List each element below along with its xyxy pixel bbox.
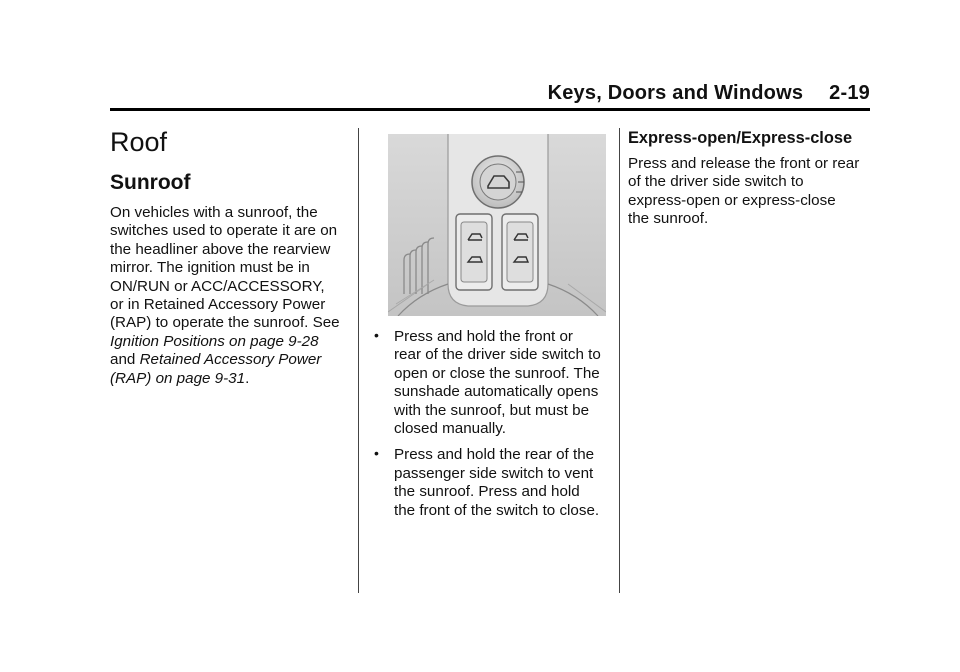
intro-text-1: On vehicles with a sunroof, the switches used to operate it are on the headliner above the rearview mirror. The ignition must be in ON/RUN or ACC/ACCESSORY, or in Retained Accessory Power (RAP) to operate the sunroof. See <box>110 204 340 332</box>
link-retained-accessory-power[interactable]: Retained Accessory Power (RAP) on page 9-31 <box>110 351 322 387</box>
sunroof-intro-paragraph <box>110 204 342 388</box>
instruction-list <box>372 328 604 520</box>
middle-column <box>372 130 604 528</box>
intro-text-3: . <box>245 369 250 387</box>
right-column <box>628 128 860 229</box>
bullet-text: Press and hold the rear of the passenger side switch to vent the sunroof. Press and hold the front of the switch to close. <box>394 446 600 519</box>
list-item <box>372 446 604 520</box>
bullet-icon: • <box>374 327 379 343</box>
page-number: 2-19 <box>829 82 870 104</box>
express-heading: Express-open/Express-close <box>628 129 853 147</box>
column-divider-right <box>619 128 620 593</box>
bullet-icon: • <box>374 445 379 462</box>
left-column <box>110 125 342 388</box>
express-paragraph: Press and release the front or rear of the driver side switch to express-open or express-close the sunroof. <box>628 155 860 228</box>
section-heading-roof: Roof <box>110 127 168 157</box>
page-header <box>0 82 870 105</box>
header-title: Keys, Doors and Windows <box>547 82 804 104</box>
column-divider-left <box>358 128 359 593</box>
list-item <box>372 328 604 438</box>
bullet-text: Press and hold the front or rear of the driver side switch to open or close the sunroof. The sunshade automatically opens with the sunroof, but must be closed manually. <box>394 328 601 438</box>
sunroof-switch-svg <box>388 134 606 316</box>
subheading-sunroof: Sunroof <box>110 171 191 194</box>
header-rule <box>110 108 870 111</box>
intro-text-2: and <box>110 351 140 369</box>
link-ignition-positions[interactable]: Ignition Positions on page 9-28 <box>110 332 319 350</box>
sunroof-switch-illustration <box>388 134 606 316</box>
